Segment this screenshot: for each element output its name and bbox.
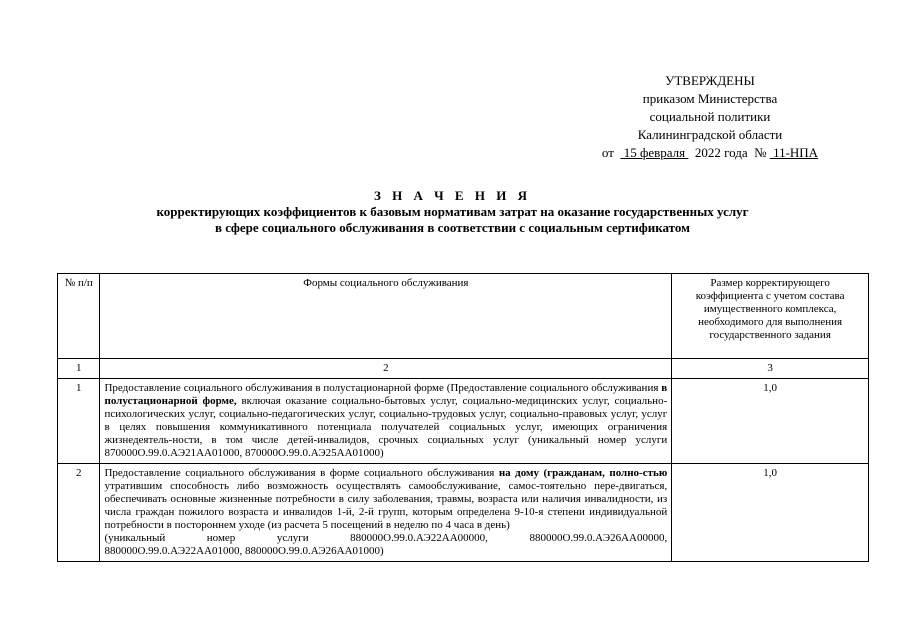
approval-line-region: Калининградской области xyxy=(637,127,783,142)
approval-stamp xyxy=(560,72,860,162)
column-number-3: 3 xyxy=(672,359,869,379)
row-description-bold: на дому (гражданам, полно-стью xyxy=(498,467,668,479)
approval-line-order: приказом Министерства xyxy=(642,91,778,106)
approval-number: 11-НПА xyxy=(773,145,819,160)
row-number: 1 xyxy=(58,379,100,464)
row-description: Предоставление социального обслуживания в форме социального обслуживания на дому (гражданам, полно-стью утратившим способность либо возможность осуществлять самообслуживание, самос-тоятельно пере-двигаться, обеспечивать основные жизненные потребности в силу заболевания, травмы, возраста или наличия инвалидности, из числа граждан пожилого возраста и инвалидов 1-й, 2-й групп, которым определена 9-10-я степени индивидуальной потребности в постороннем уходе (из расчета 5 посещений в неделю по 4 часа в день) (уникальный номер услуги 880000О.99.0.АЭ22АА00000, 880000О.99.0.АЭ26АА00000, 880000О.99.0.АЭ22АА01000, 880000О.99.0.АЭ26АА01000) xyxy=(100,464,672,562)
row-number: 2 xyxy=(58,464,100,562)
column-number-2: 2 xyxy=(100,359,672,379)
coefficients-table xyxy=(57,273,869,562)
approval-date: 15 февраля xyxy=(623,145,686,160)
row-coefficient: 1,0 xyxy=(672,379,869,464)
header-coefficient: Размер корректирующего коэффициента с учетом состава имущественного комплекса, необходимого для выполнения государственного задания xyxy=(672,274,869,359)
approval-date-line xyxy=(560,144,860,162)
approval-year: 2022 года xyxy=(694,145,748,160)
approval-title: УТВЕРЖДЕНЫ xyxy=(665,73,755,88)
table-row xyxy=(58,379,869,464)
approval-line-ministry: социальной политики xyxy=(649,109,771,124)
table-header-row xyxy=(58,274,869,359)
table-row xyxy=(58,464,869,562)
row-description: Предоставление социального обслуживания в полустационарной форме (Предоставление социального обслуживания в полустационарной форме, включая оказание социально-бытовых услуг, социально-медицинских услуг, социально-психологических услуг, социально-педагогических услуг, социально-трудовых услуг, социально-правовых услуг, услуг в целях повышения коммуникативного потенциала получателей социальных услуг, имеющих ограничения жизнедеятель-ности, в том числе детей-инвалидов, срочных социальных услуг (уникальный номер услуги 870000О.99.0.АЭ21АА01000, 870000О.99.0.АЭ25АА01000) xyxy=(100,379,672,464)
column-number-1: 1 xyxy=(58,359,100,379)
row-description-bold: в полустационарной форме, xyxy=(104,382,668,407)
approval-from: от xyxy=(601,145,614,160)
row-service-codes-cont: 880000О.99.0.АЭ22АА01000, 880000О.99.0.АЭ26АА01000) xyxy=(104,545,384,557)
header-number: № п/п xyxy=(58,274,100,359)
title-line-1: корректирующих коэффициентов к базовым нормативам затрат на оказание государственных услуг xyxy=(156,204,749,219)
row-service-codes: (уникальный номер услуги 880000О.99.0.АЭ22АА00000, 880000О.99.0.АЭ26АА00000, xyxy=(104,532,668,544)
document-title xyxy=(60,188,845,236)
title-line-2: в сфере социального обслуживания в соответствии с социальным сертификатом xyxy=(214,220,691,235)
column-numbers-row xyxy=(58,359,869,379)
header-forms: Формы социального обслуживания xyxy=(100,274,672,359)
approval-number-sign: № xyxy=(754,145,767,160)
row-coefficient: 1,0 xyxy=(672,464,869,562)
title-heading: З Н А Ч Е Н И Я xyxy=(374,188,531,203)
